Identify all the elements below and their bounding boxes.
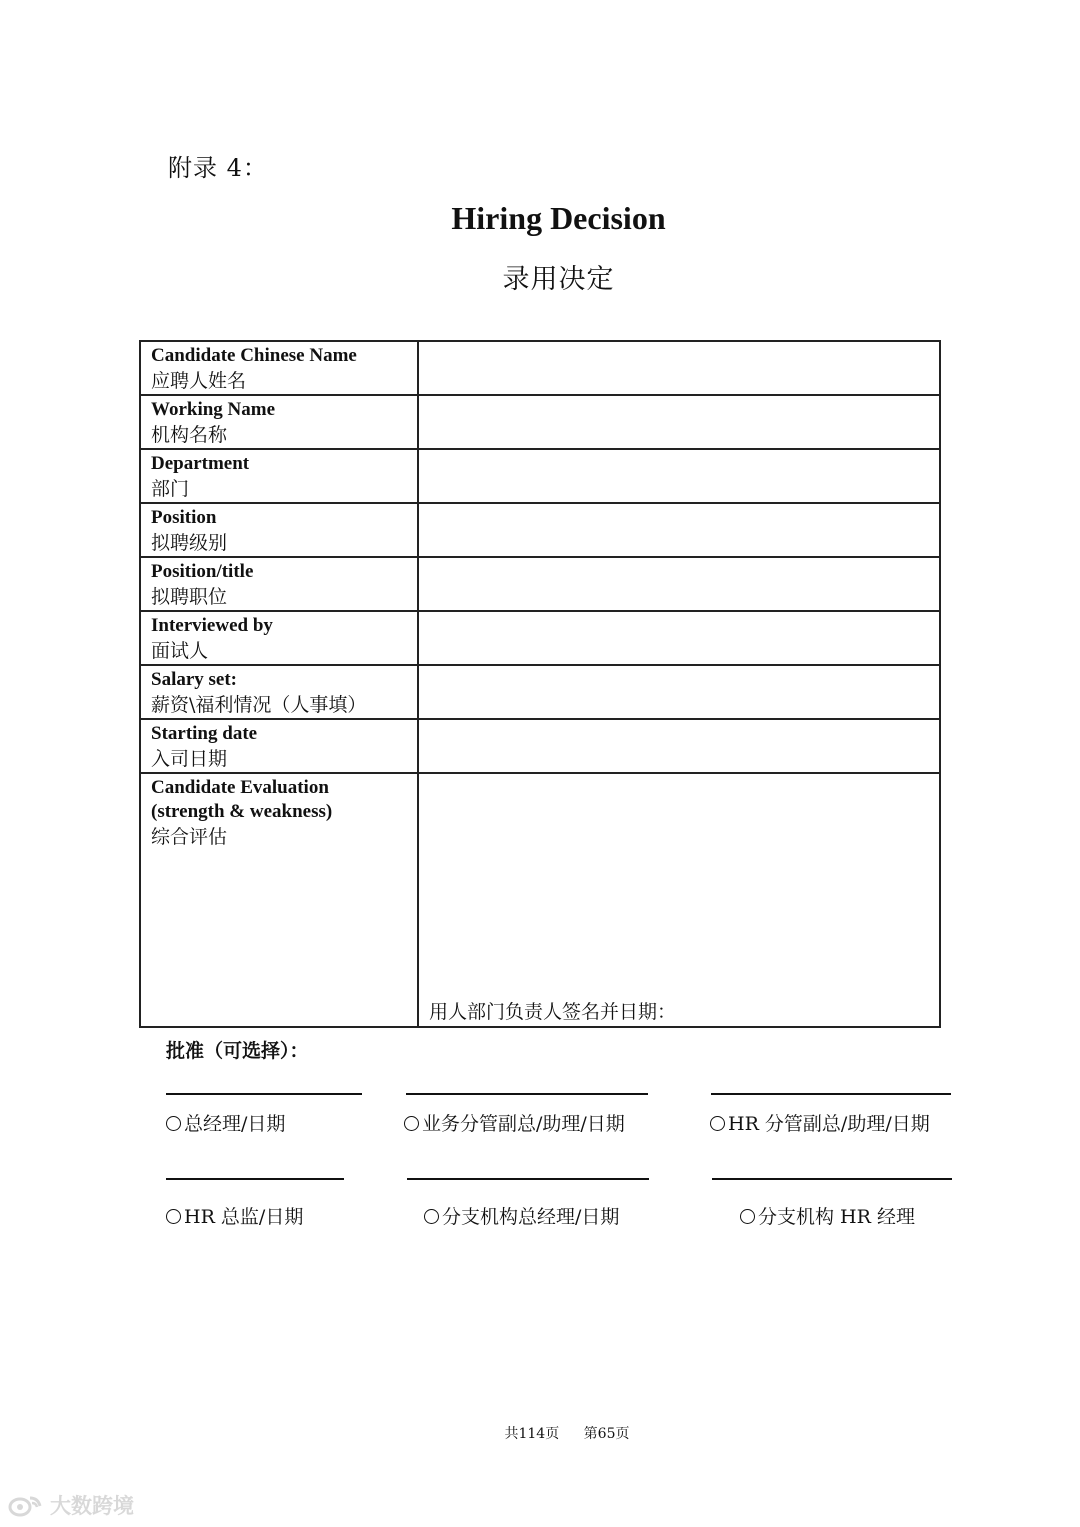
form-row-position — [140, 503, 940, 557]
form-label-cell — [140, 341, 418, 395]
form-label-cell — [140, 449, 418, 503]
signature-line — [407, 1178, 649, 1180]
document-title-chinese: 录用决定 — [502, 264, 615, 295]
label-chinese: 应聘人姓名 — [151, 370, 247, 392]
option-radio-icon[interactable] — [166, 1209, 181, 1224]
signature-line — [406, 1093, 648, 1095]
department-head-signature-label: 用人部门负责人签名并日期： — [429, 1001, 677, 1023]
approval-option-label: HR 总监/日期 — [184, 1206, 304, 1228]
approval-option-label: 业务分管副总/助理/日期 — [422, 1113, 625, 1135]
department-field[interactable] — [418, 449, 940, 503]
watermark — [8, 1490, 134, 1522]
label-english: Salary set: — [151, 669, 238, 690]
label-english: Interviewed by — [151, 615, 273, 636]
signature-line — [166, 1093, 362, 1095]
salary-field[interactable] — [418, 665, 940, 719]
approval-title: 批准（可选择）： — [166, 1040, 309, 1062]
form-label-cell — [140, 557, 418, 611]
label-chinese: 综合评估 — [151, 826, 228, 848]
label-english: Working Name — [151, 399, 276, 420]
label-english: Starting date — [151, 723, 258, 744]
form-label-cell — [140, 503, 418, 557]
approval-option-label: HR 分管副总/助理/日期 — [728, 1113, 930, 1135]
label-chinese: 部门 — [151, 478, 190, 500]
interviewer-field[interactable] — [418, 611, 940, 665]
form-row-candidate-name — [140, 341, 940, 395]
option-radio-icon[interactable] — [404, 1116, 419, 1131]
form-label-cell — [140, 719, 418, 773]
weibo-like-logo-icon — [8, 1493, 46, 1522]
label-english: Position/title — [151, 561, 254, 582]
watermark-text: 大数跨境 — [50, 1494, 134, 1518]
form-row-evaluation — [140, 773, 940, 1027]
option-radio-icon[interactable] — [166, 1116, 181, 1131]
position-title-field[interactable] — [418, 557, 940, 611]
form-label-cell — [140, 665, 418, 719]
page-footer — [0, 1423, 1080, 1443]
form-label-cell — [140, 611, 418, 665]
label-chinese: 面试人 — [151, 640, 209, 662]
candidate-name-field[interactable] — [418, 341, 940, 395]
option-radio-icon[interactable] — [710, 1116, 725, 1131]
form-label-cell — [140, 395, 418, 449]
form-label-cell — [140, 773, 418, 1027]
option-radio-icon[interactable] — [424, 1209, 439, 1224]
signature-line — [711, 1093, 951, 1095]
form-row-starting-date — [140, 719, 940, 773]
form-row-salary — [140, 665, 940, 719]
approval-option-label: 分支机构 HR 经理 — [758, 1206, 915, 1228]
approval-option-label: 总经理/日期 — [184, 1113, 286, 1135]
label-english: Candidate Evaluation — [151, 777, 329, 798]
starting-date-field[interactable] — [418, 719, 940, 773]
label-chinese: 拟聘职位 — [151, 586, 228, 608]
appendix-label: 附录 4： — [168, 154, 268, 182]
form-row-working-name — [140, 395, 940, 449]
label-english: Department — [151, 453, 250, 474]
label-chinese: 拟聘级别 — [151, 532, 228, 554]
label-chinese: 入司日期 — [151, 748, 228, 770]
document-title-english: Hiring Decision — [451, 200, 666, 236]
form-row-interviewed-by — [140, 611, 940, 665]
evaluation-field[interactable] — [418, 773, 940, 1027]
label-english: Candidate Chinese Name — [151, 345, 357, 366]
label-english-sub: (strength & weakness) — [151, 801, 333, 822]
option-radio-icon[interactable] — [740, 1209, 755, 1224]
hiring-decision-form-table — [139, 340, 941, 1028]
label-english: Position — [151, 507, 217, 528]
signature-line — [166, 1178, 344, 1180]
form-row-position-title — [140, 557, 940, 611]
working-name-field[interactable] — [418, 395, 940, 449]
label-chinese: 机构名称 — [151, 424, 228, 446]
label-chinese: 薪资\福利情况（人事填） — [151, 694, 367, 716]
form-row-department — [140, 449, 940, 503]
approval-option-label: 分支机构总经理/日期 — [442, 1206, 620, 1228]
position-level-field[interactable] — [418, 503, 940, 557]
current-page: 第65页 — [583, 1426, 630, 1442]
signature-line — [712, 1178, 952, 1180]
total-pages: 共114页 — [504, 1426, 560, 1442]
